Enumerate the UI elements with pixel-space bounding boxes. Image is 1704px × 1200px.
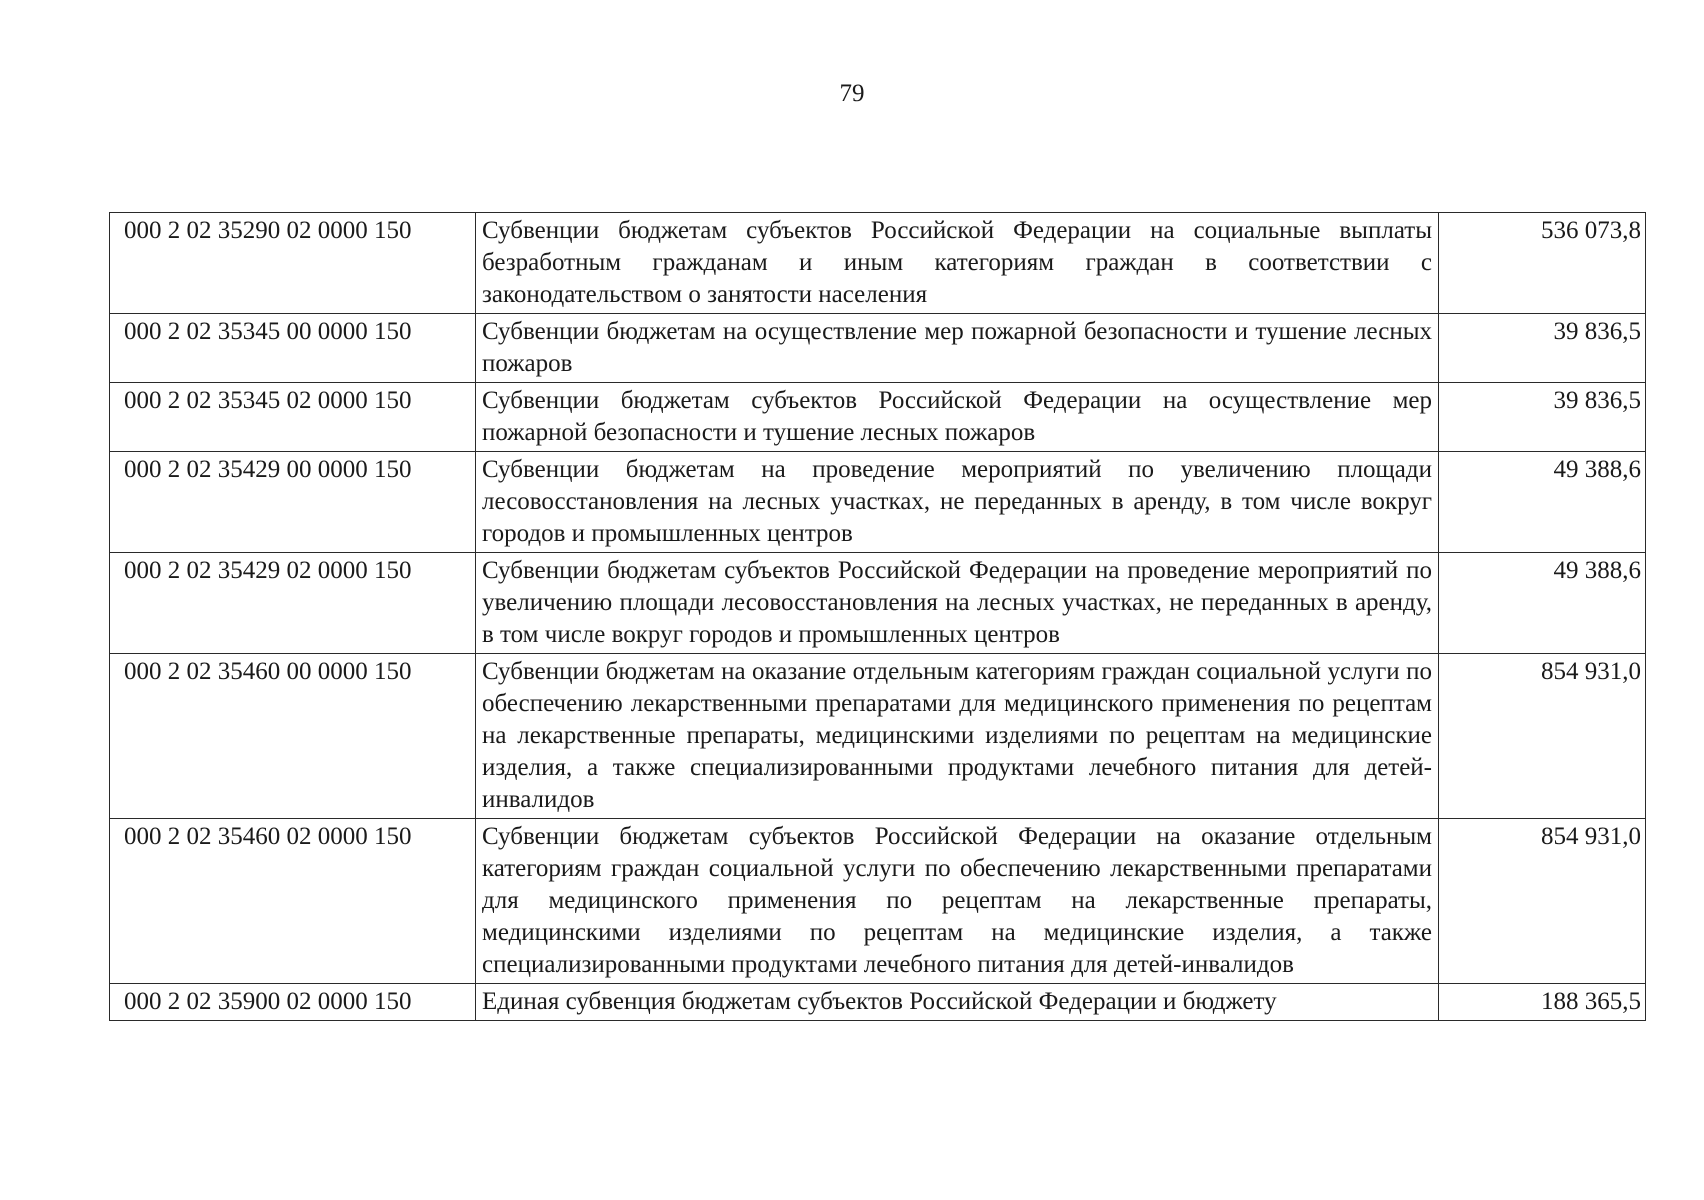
row-amount: 536 073,8 bbox=[1439, 213, 1646, 314]
table-row bbox=[110, 452, 1646, 553]
row-name: Единая субвенция бюджетам субъектов Российской Федерации и бюджету bbox=[476, 984, 1439, 1021]
row-amount: 49 388,6 bbox=[1439, 553, 1646, 654]
budget-table bbox=[109, 212, 1646, 1021]
row-name: Субвенции бюджетам на проведение мероприятий по увеличению площади лесовосстановления на лесных участках, не переданных в аренду, в том числе вокруг городов и промышленных центров bbox=[476, 452, 1439, 553]
page-number: 79 bbox=[839, 80, 865, 107]
row-amount: 39 836,5 bbox=[1439, 383, 1646, 452]
table-row bbox=[110, 213, 1646, 314]
table-row bbox=[110, 553, 1646, 654]
row-code: 000 2 02 35429 00 0000 150 bbox=[110, 452, 476, 553]
row-code: 000 2 02 35900 02 0000 150 bbox=[110, 984, 476, 1021]
row-amount: 854 931,0 bbox=[1439, 819, 1646, 984]
row-code: 000 2 02 35460 00 0000 150 bbox=[110, 654, 476, 819]
row-name: Субвенции бюджетам на оказание отдельным категориям граждан социальной услуги по обеспечению лекарственными препаратами для медицинского применения по рецептам на лекарственные препараты, медицинскими изделиями по рецептам на медицинские изделия, а также специализированными продуктами лечебного питания для детей-инвалидов bbox=[476, 654, 1439, 819]
row-name: Субвенции бюджетам субъектов Российской Федерации на осуществление мер пожарной безопасности и тушение лесных пожаров bbox=[476, 383, 1439, 452]
row-code: 000 2 02 35345 00 0000 150 bbox=[110, 314, 476, 383]
row-amount: 854 931,0 bbox=[1439, 654, 1646, 819]
row-code: 000 2 02 35429 02 0000 150 bbox=[110, 553, 476, 654]
row-amount: 39 836,5 bbox=[1439, 314, 1646, 383]
row-code: 000 2 02 35290 02 0000 150 bbox=[110, 213, 476, 314]
row-amount: 188 365,5 bbox=[1439, 984, 1646, 1021]
row-name: Субвенции бюджетам на осуществление мер пожарной безопасности и тушение лесных пожаров bbox=[476, 314, 1439, 383]
row-code: 000 2 02 35345 02 0000 150 bbox=[110, 383, 476, 452]
row-name: Субвенции бюджетам субъектов Российской Федерации на проведение мероприятий по увеличению площади лесовосстановления на лесных участках, не переданных в аренду, в том числе вокруг городов и промышленных центров bbox=[476, 553, 1439, 654]
row-amount: 49 388,6 bbox=[1439, 452, 1646, 553]
table-row bbox=[110, 984, 1646, 1021]
table-row bbox=[110, 819, 1646, 984]
table-row bbox=[110, 314, 1646, 383]
row-name: Субвенции бюджетам субъектов Российской Федерации на социальные выплаты безработным гражданам и иным категориям граждан в соответствии с законодательством о занятости населения bbox=[476, 213, 1439, 314]
row-code: 000 2 02 35460 02 0000 150 bbox=[110, 819, 476, 984]
table-row bbox=[110, 383, 1646, 452]
row-name: Субвенции бюджетам субъектов Российской Федерации на оказание отдельным категориям граждан социальной услуги по обеспечению лекарственными препаратами для медицинского применения по рецептам на лекарственные препараты, медицинскими изделиями по рецептам на медицинские изделия, а также специализированными продуктами лечебного питания для детей-инвалидов bbox=[476, 819, 1439, 984]
table-row bbox=[110, 654, 1646, 819]
